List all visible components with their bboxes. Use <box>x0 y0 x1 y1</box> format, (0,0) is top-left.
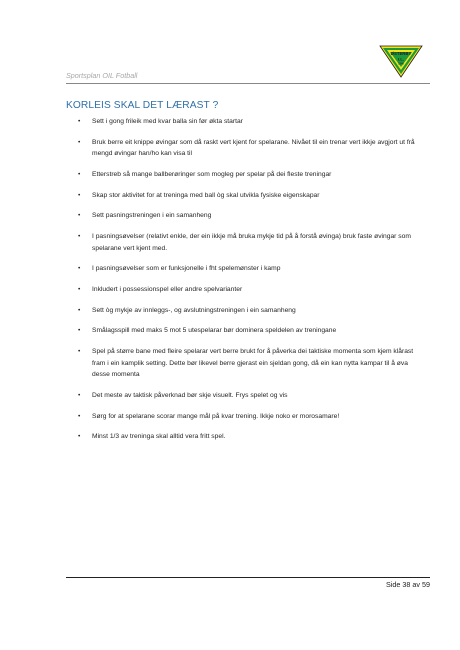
bullet-dot: • <box>78 412 81 420</box>
bullet-text: Sett òg mykje av innleggs-, og avslutningstreningen i ein samanheng <box>92 306 296 314</box>
footer-rule <box>66 577 430 578</box>
bullet-item <box>66 231 416 254</box>
bullet-text: Sett i gong frileik med kvar balla sin før økta startar <box>92 118 243 125</box>
header-title: Sportsplan OIL Fotball <box>66 71 138 80</box>
section-title: KORLEIS SKAL DET LÆRAST ? <box>66 100 219 111</box>
logo-text-bottom: I.L. <box>398 56 404 62</box>
bullet-item <box>66 116 416 128</box>
bullet-dot: • <box>78 265 81 273</box>
page-number: Side 38 av 59 <box>386 580 430 589</box>
bullet-text: Minst 1/3 av treninga skal alltid vera fritt spel. <box>92 433 226 441</box>
logo-text-year: 1946 <box>398 62 404 66</box>
bullet-text: Det meste av taktisk påverknad bør skje visuelt. Frys spelet og vis <box>92 391 288 399</box>
bullet-dot: • <box>78 118 81 125</box>
bullet-dot: • <box>78 327 81 335</box>
club-crest-icon <box>379 42 423 78</box>
bullet-text: Sett pasningstreningen i ein samanheng <box>92 212 212 220</box>
bullet-item <box>66 411 416 423</box>
bullet-text: Spel på større bane med fleire spelarar vert berre brukt for å påverka dei taktiske momenta som kjem klårast fram i ein kamplik setting. Dette bør likevel berre gjerast ein sjeldan gong, då ein kan nytta kampar til å øva desse momenta <box>92 348 414 379</box>
bullet-item <box>66 263 416 275</box>
bullet-item <box>66 137 416 160</box>
header-rule <box>66 83 430 84</box>
bullet-text: Etterstreb så mange ballberøringer som mogleg per spelar på dei fleste treningar <box>92 170 332 178</box>
bullet-dot: • <box>78 138 81 146</box>
bullet-item <box>66 431 416 443</box>
bullet-dot: • <box>78 170 81 178</box>
bullet-text: Sørg for at spelarane scorar mange mål på kvar trening. Ikkje noko er morosamare! <box>92 412 340 420</box>
bullet-dot: • <box>78 212 81 220</box>
bullet-item <box>66 346 416 381</box>
bullet-dot: • <box>78 433 81 441</box>
bullet-item <box>66 169 416 181</box>
bullet-dot: • <box>78 348 81 356</box>
bullet-text: Smålagsspill med maks 5 mot 5 utespelarar bør dominera speldelen av treningane <box>92 327 337 335</box>
bullet-list <box>66 116 416 452</box>
bullet-item <box>66 284 416 296</box>
bullet-dot: • <box>78 391 81 399</box>
bullet-item <box>66 210 416 222</box>
bullet-text: I pasningsøvelser som er funksjonelle i fht spelemønster i kamp <box>92 265 281 273</box>
logo-text-top: ØSTERBY <box>390 51 412 56</box>
bullet-item <box>66 190 416 202</box>
bullet-text: Inkludert i possessionspel eller andre spelvarianter <box>92 286 243 293</box>
bullet-dot: • <box>78 306 81 314</box>
bullet-dot: • <box>78 191 81 199</box>
bullet-item <box>66 390 416 402</box>
bullet-text: Skap stor aktivitet for at treninga med ball òg skal utvikla fysiske eigenskapar <box>92 191 320 199</box>
bullet-item <box>66 305 416 317</box>
bullet-dot: • <box>78 286 81 293</box>
bullet-text: Bruk berre eit knippe øvingar som då raskt vert kjent for spelarane. Nivået til ein trenar vert ikkje avgjort ut frå mengd øvingar han/ho kan visa til <box>92 138 415 158</box>
bullet-text: I pasningsøvelser (relativt enkle, der ein ikkje må bruka mykje tid på å forstå øvinga) bruk faste øvingar som spelarane vert kjent med. <box>92 233 411 252</box>
bullet-dot: • <box>78 233 81 241</box>
bullet-item <box>66 325 416 337</box>
